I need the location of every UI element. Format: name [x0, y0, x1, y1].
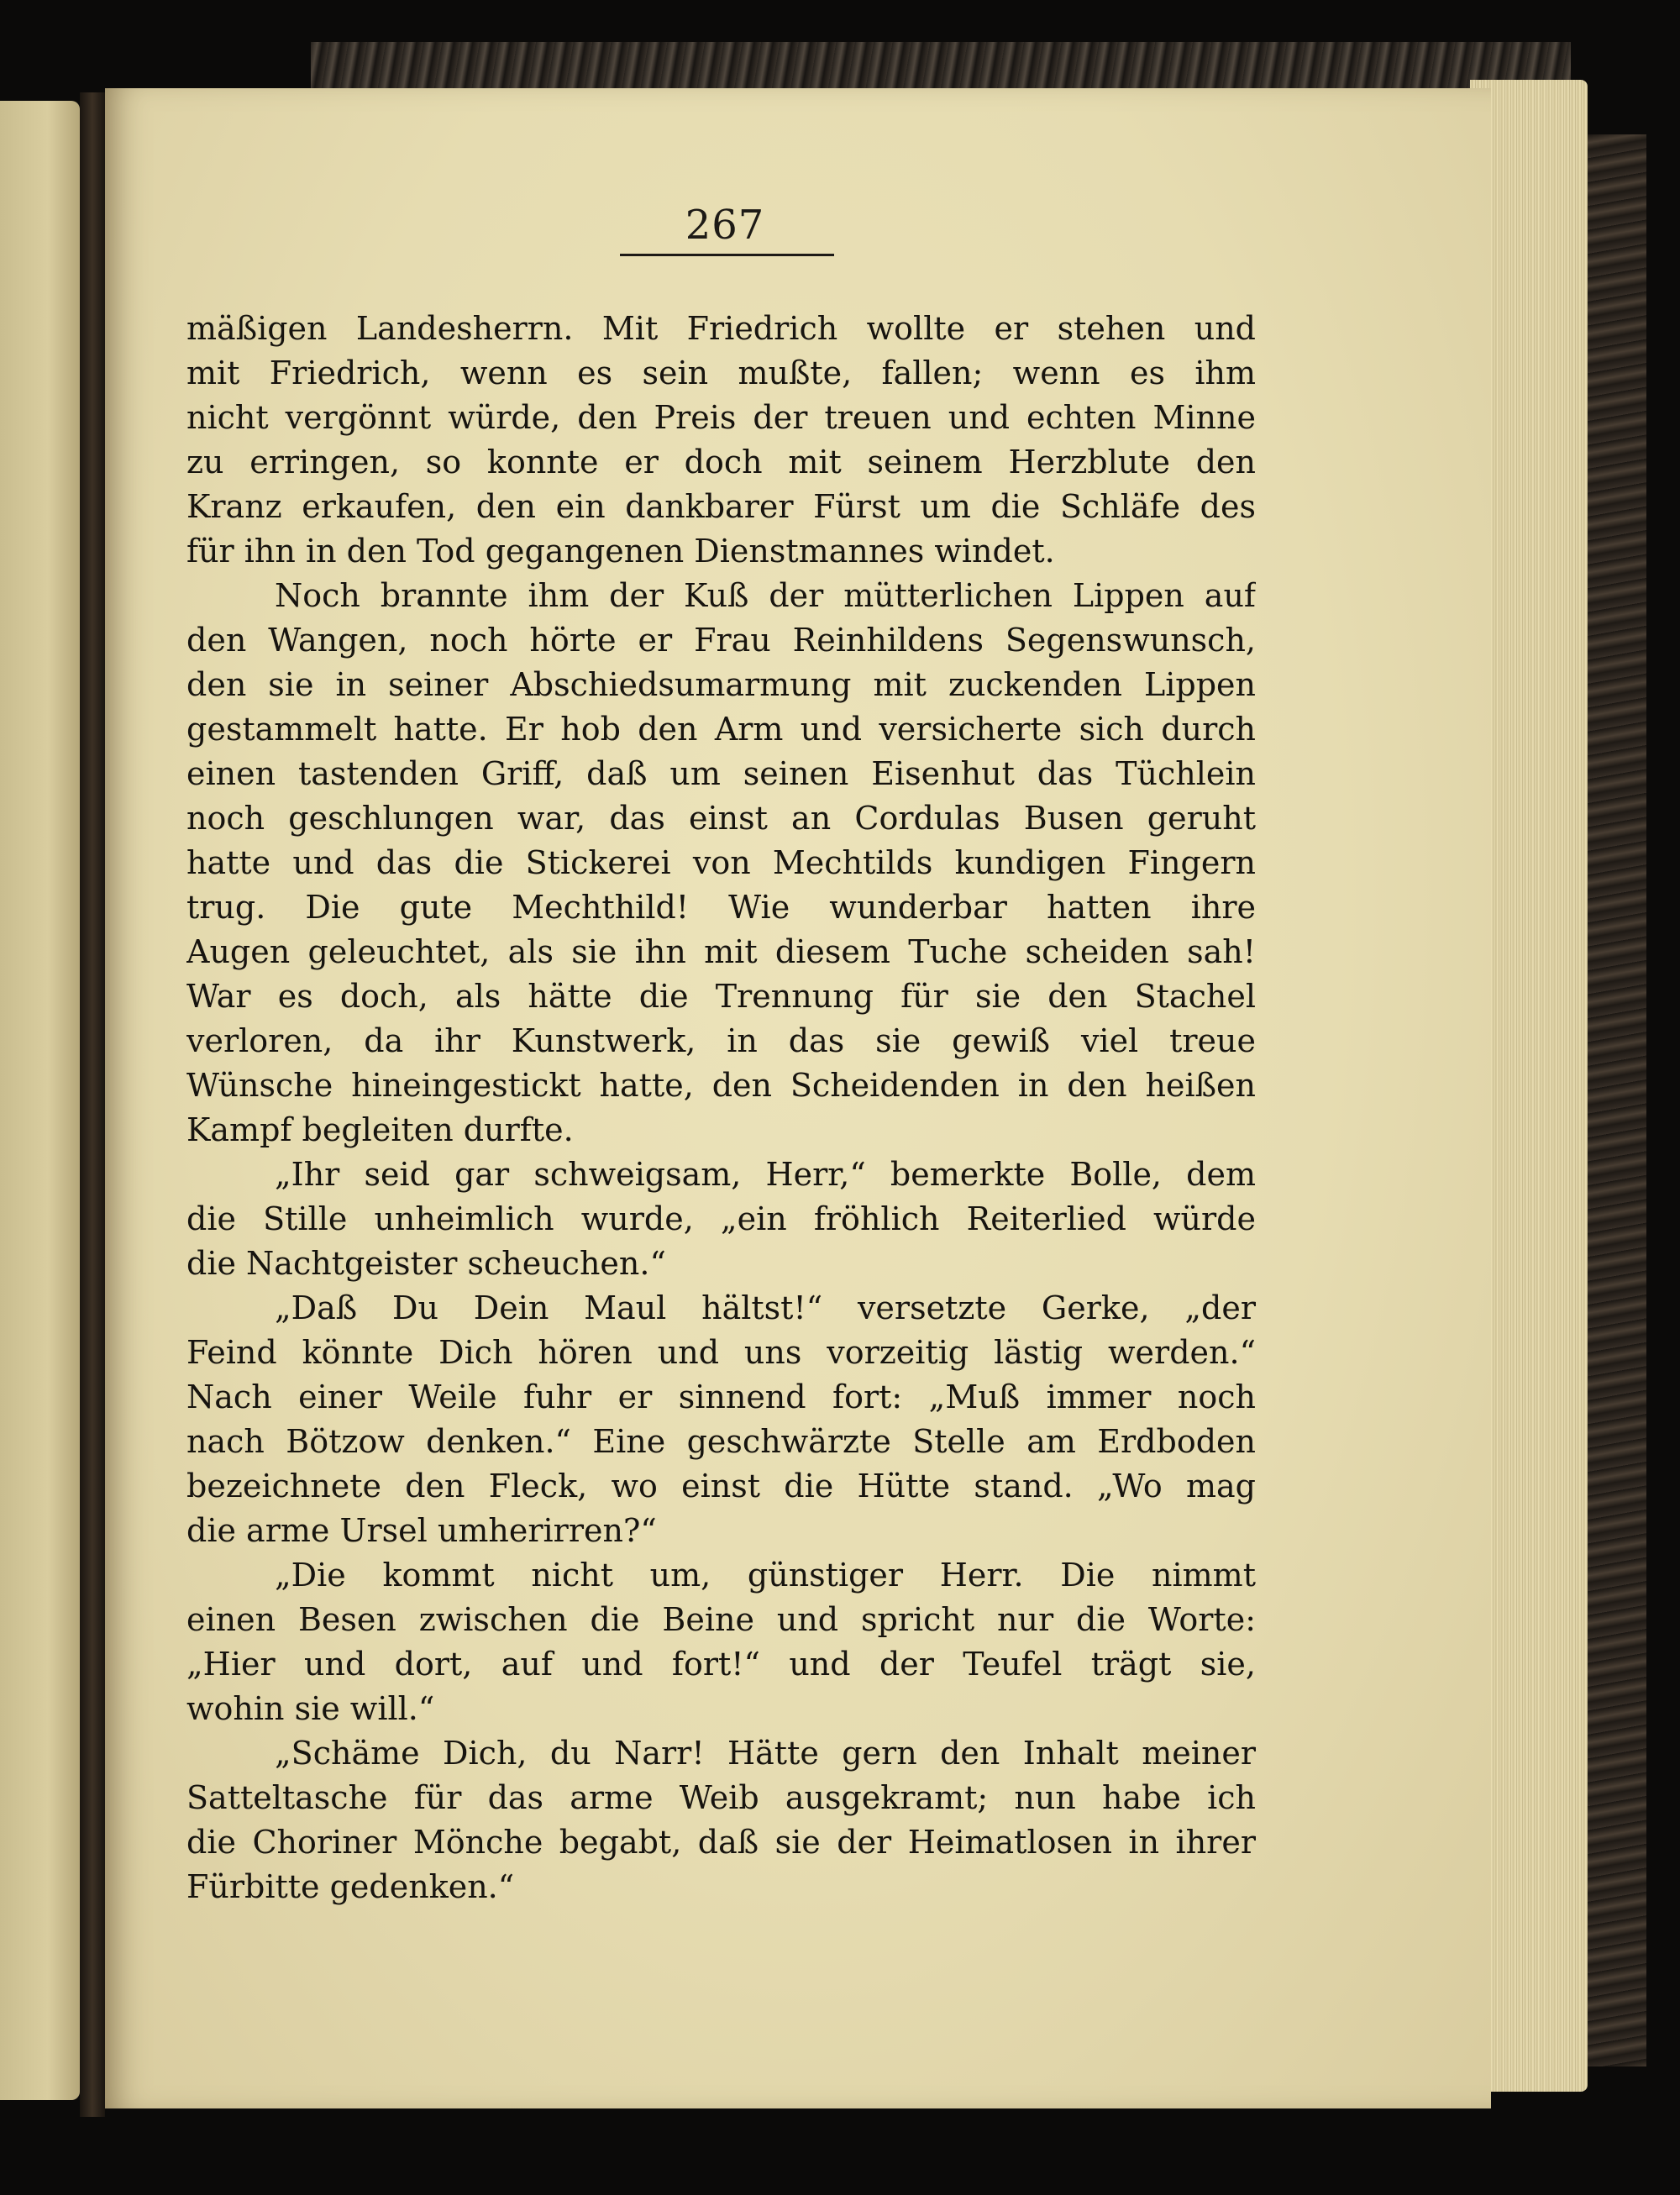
- text-line: Satteltasche für das arme Weib ausgekramt; nun habe ich: [186, 1779, 1256, 1816]
- book-cover-right: [1588, 134, 1646, 2066]
- text-line: die Choriner Mönche begabt, daß sie der Heimatlosen in ihrer: [186, 1824, 1256, 1861]
- text-line: „Ihr seid gar schweigsam, Herr,“ bemerkte Bolle, dem: [275, 1156, 1256, 1193]
- text-line: „Hier und dort, auf und fort!“ und der Teufel trägt sie,: [186, 1646, 1256, 1683]
- text-line: bezeichnete den Fleck, wo einst die Hütte stand. „Wo mag: [186, 1468, 1256, 1504]
- text-line: Kampf begleiten durfte.: [186, 1111, 574, 1148]
- text-line: Fürbitte gedenken.“: [186, 1868, 515, 1905]
- text-line: verloren, da ihr Kunstwerk, in das sie gewiß viel treue: [186, 1022, 1256, 1059]
- text-line: trug. Die gute Mechthild! Wie wunderbar hatten ihre: [186, 889, 1256, 926]
- text-line: mit Friedrich, wenn es sein mußte, fallen; wenn es ihm: [186, 354, 1256, 391]
- book-gutter: [80, 92, 105, 2117]
- body-text: [186, 307, 1256, 1909]
- text-line: „Schäme Dich, du Narr! Hätte gern den Inhalt meiner: [275, 1735, 1256, 1772]
- text-line: die arme Ursel umherirren?“: [186, 1512, 657, 1549]
- text-line: einen Besen zwischen die Beine und spricht nur die Worte:: [186, 1601, 1256, 1638]
- text-line: Kranz erkaufen, den ein dankbarer Fürst um die Schläfe des: [186, 488, 1256, 525]
- text-line: Wünsche hineingestickt hatte, den Scheidenden in den heißen: [186, 1067, 1256, 1104]
- text-line: War es doch, als hätte die Trennung für sie den Stachel: [186, 978, 1256, 1015]
- text-line: mäßigen Landesherrn. Mit Friedrich wollte er stehen und: [186, 310, 1256, 347]
- text-line: Augen geleuchtet, als sie ihn mit diesem Tuche scheiden sah!: [186, 933, 1256, 970]
- text-line: hatte und das die Stickerei von Mechtilds kundigen Fingern: [186, 844, 1256, 881]
- text-line: Noch brannte ihm der Kuß der mütterlichen Lippen auf: [275, 577, 1256, 614]
- text-line: nach Bötzow denken.“ Eine geschwärzte Stelle am Erdboden: [186, 1423, 1256, 1460]
- text-line: nicht vergönnt würde, den Preis der treuen und echten Minne: [186, 399, 1256, 436]
- text-line: Nach einer Weile fuhr er sinnend fort: „Muß immer noch: [186, 1378, 1256, 1415]
- text-line: „Die kommt nicht um, günstiger Herr. Die nimmt: [275, 1557, 1256, 1594]
- text-line: zu erringen, so konnte er doch mit seinem Herzblute den: [186, 444, 1256, 480]
- text-line: Feind könnte Dich hören und uns vorzeitig lästig werden.“: [186, 1334, 1256, 1371]
- left-page-edge: [0, 101, 80, 2100]
- text-line: „Daß Du Dein Maul hältst!“ versetzte Gerke, „der: [275, 1289, 1256, 1326]
- text-line: die Stille unheimlich wurde, „ein fröhlich Reiterlied würde: [186, 1200, 1256, 1237]
- text-line: einen tastenden Griff, daß um seinen Eisenhut das Tüchlein: [186, 755, 1256, 792]
- text-line: gestammelt hatte. Er hob den Arm und versicherte sich durch: [186, 711, 1256, 748]
- text-line: den sie in seiner Abschiedsumarmung mit zuckenden Lippen: [186, 666, 1256, 703]
- text-line: wohin sie will.“: [186, 1690, 435, 1727]
- text-line: die Nachtgeister scheuchen.“: [186, 1245, 666, 1282]
- text-line: noch geschlungen war, das einst an Cordulas Busen geruht: [186, 800, 1256, 837]
- page-number-rule: [620, 254, 834, 256]
- text-line: den Wangen, noch hörte er Frau Reinhildens Segenswunsch,: [186, 622, 1256, 659]
- text-line: für ihn in den Tod gegangenen Dienstmannes windet.: [186, 533, 1055, 570]
- page-number: 267: [685, 202, 765, 249]
